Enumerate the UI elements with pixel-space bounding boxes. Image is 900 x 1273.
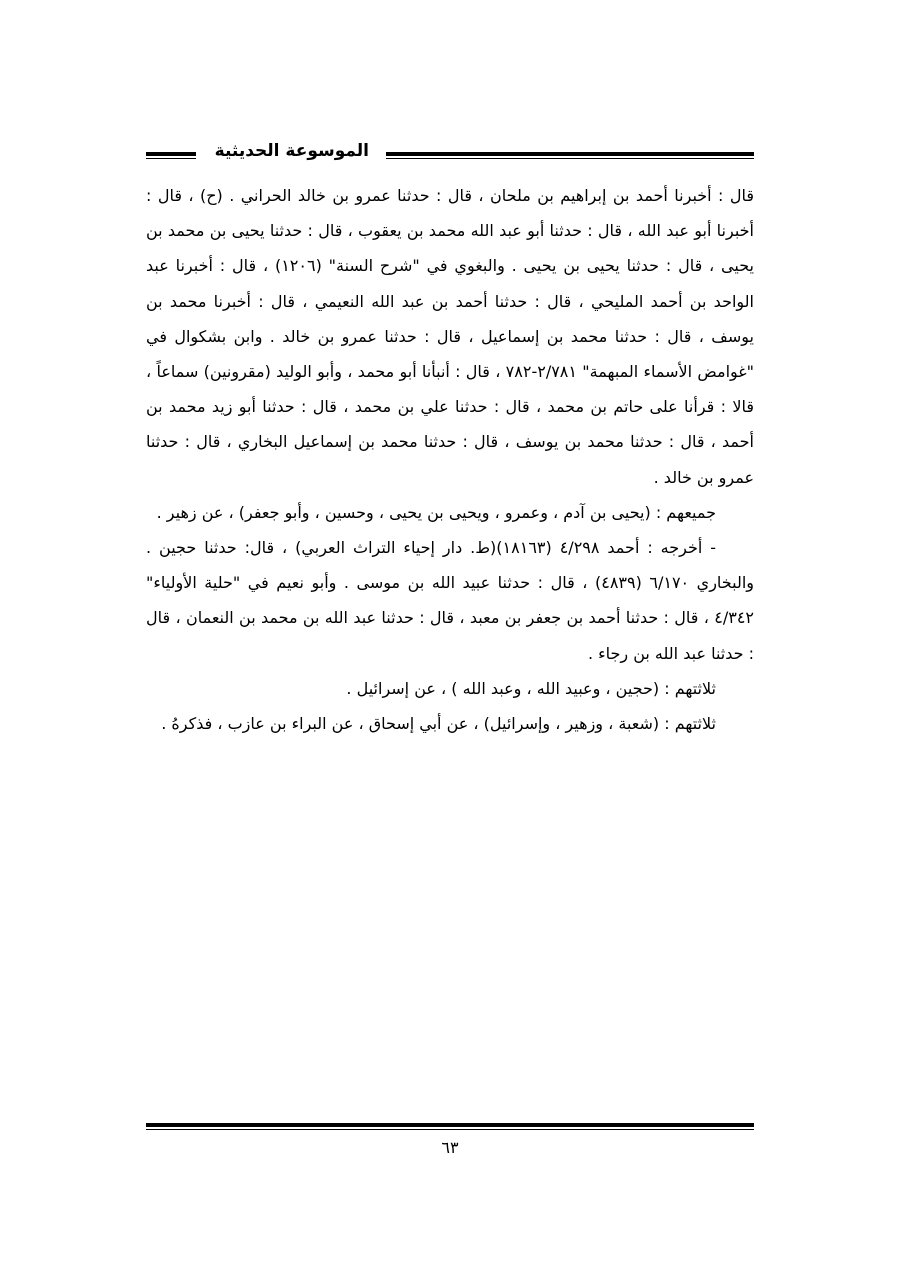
paragraph-takhrij: - أخرجه : أحمد ٤/٢٩٨ (١٨١٦٣)(ط. دار إحياء التراث العربي) ، قال: حدثنا حجين . والبخاري ٦/١٧٠ (٤٨٣٩) ، قال : حدثنا عبيد الله بن موسى . وأبو نعيم في "حلية الأولياء" ٤/٣٤٢ ، قال : حدثنا أحمد بن جعفر بن معبد ، قال : حدثنا عبد الله بن محمد بن النعمان ، قال : حدثنا عبد الله بن رجاء . <box>146 538 755 663</box>
paragraph-summary-israil: ثلاثتهم : (حجين ، وعبيد الله ، وعبد الله ) ، عن إسرائيل . <box>346 678 716 698</box>
page-number: ٦٣ <box>441 1138 459 1157</box>
paragraph-summary-zuhair: جميعهم : (يحيى بن آدم ، وعمرو ، ويحيى بن يحيى ، وحسين ، وأبو جعفر) ، عن زهير . <box>156 502 716 522</box>
header-rule-short <box>146 152 196 159</box>
page-header <box>146 138 754 172</box>
paragraph-isnad-chains: قال : أخبرنا أحمد بن إبراهيم بن ملحان ، قال : حدثنا عمرو بن خالد الحراني . (ح) ، قال : أخبرنا أبو عبد الله ، قال : حدثنا أبو عبد الله محمد بن يعقوب ، قال : حدثنا يحيى بن محمد بن يحيى ، قال : حدثنا يحيى بن يحيى . والبغوي في "شرح السنة" (١٢٠٦) ، قال : أخبرنا عبد الواحد بن أحمد المليحي ، قال : حدثنا أحمد بن عبد الله النعيمي ، قال : أخبرنا محمد بن يوسف ، قال : حدثنا محمد بن إسماعيل ، قال : حدثنا عمرو بن خالد . وابن بشكوال في "غوامض الأسماء المبهمة" ٢/٧٨١-٧٨٢ ، قال : أنبأنا أبو محمد ، وأبو الوليد (مقرونين) سماعاً ، قالا : قرأنا على حاتم بن محمد ، قال : حدثنا علي بن محمد ، قال : حدثنا أبو زيد محمد بن أحمد ، قال : حدثنا محمد بن يوسف ، قال : حدثنا محمد بن إسماعيل البخاري ، قال : حدثنا عمرو بن خالد . <box>146 186 754 487</box>
page-title: الموسوعة الحديثية <box>214 141 369 161</box>
page-body <box>146 178 754 741</box>
footer-rule <box>146 1123 754 1130</box>
header-rule-long <box>386 152 754 159</box>
paragraph-summary-final: ثلاثتهم : (شعبة ، وزهير ، وإسرائيل) ، عن أبي إسحاق ، عن البراء بن عازب ، فذكرهُ . <box>161 714 716 734</box>
